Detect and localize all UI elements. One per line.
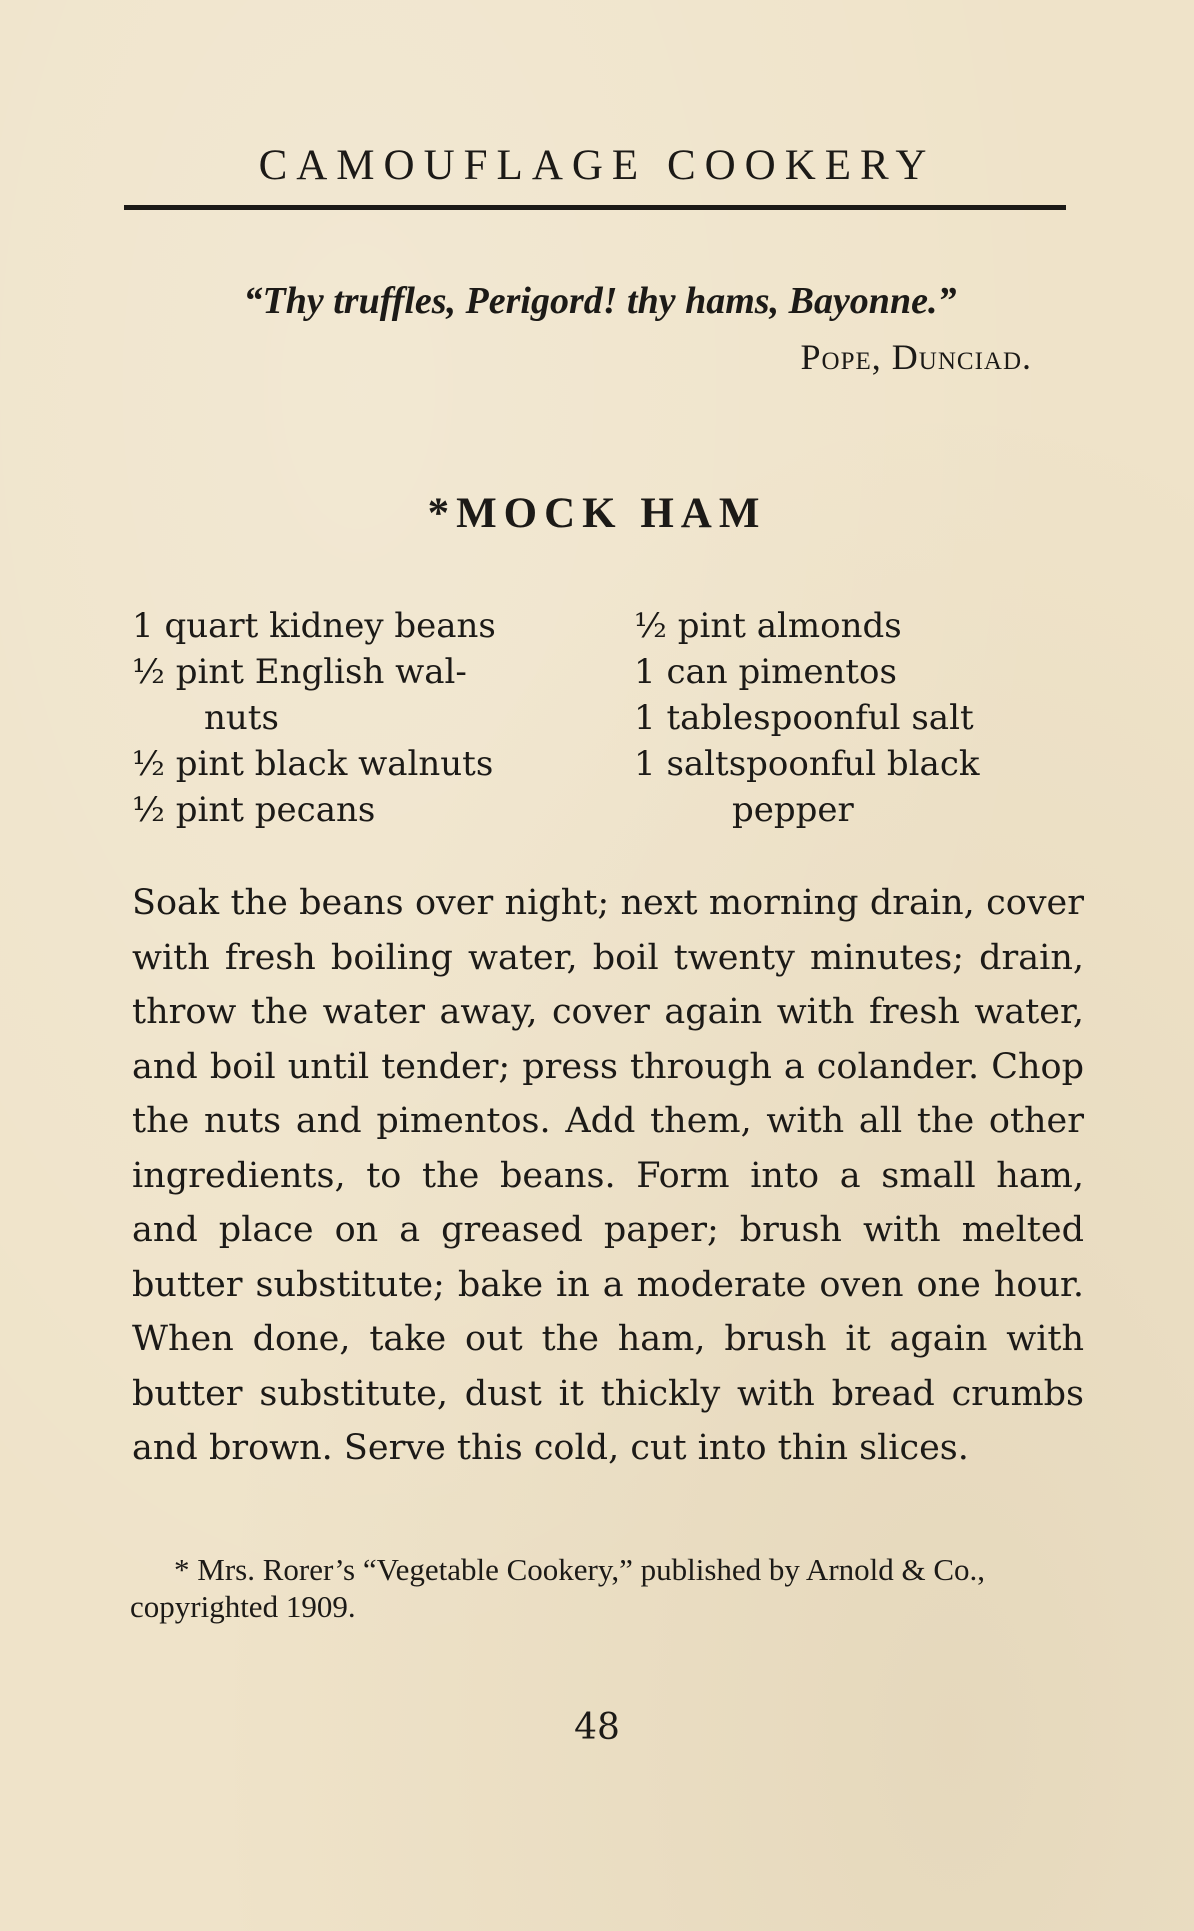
ingredient-item: ½ pint black walnuts — [132, 744, 494, 784]
header-rule — [124, 205, 1066, 210]
ingredient-item: 1 saltspoonful black pepper — [634, 741, 1064, 833]
footnote: * Mrs. Rorer’s “Vegetable Cookery,” published by Arnold & Co., copyrighted 1909. — [130, 1552, 986, 1624]
epigraph-attribution: Pope, Dunciad. — [800, 337, 1032, 377]
epigraph-quote: “Thy truffles, Perigord! thy hams, Bayonne.” — [243, 280, 957, 322]
ingredient-item: ½ pint pecans — [132, 790, 376, 830]
recipe-method: Soak the beans over night; next morning drain, cover with fresh boiling water, boil twenty minutes; drain, throw the water away, cover again with fresh water, and boil until tender; press through a colander. Chop the nuts and pimentos. Add them, with all the other ingredients, to the beans. Form into a small ham, and place on a greased paper; brush with melted butter substitute; bake in a moderate oven one hour. When done, take out the ham, brush it again with butter substitute, dust it thickly with bread crumbs and brown. Serve this cold, cut into thin slices. — [132, 883, 1084, 1468]
ingredient-item: ½ pint English wal- nuts — [132, 649, 572, 741]
ingredient-item: ½ pint almonds — [634, 606, 902, 646]
ingredients-left-column — [132, 603, 572, 833]
ingredient-continuation: pepper — [732, 790, 854, 830]
ingredient-item: 1 tablespoonful salt — [634, 698, 974, 738]
ingredient-item: 1 can pimentos — [634, 652, 897, 692]
page-number: 48 — [574, 1707, 620, 1748]
recipe-title: *MOCK HAM — [427, 490, 767, 537]
running-head: CAMOUFLAGE COOKERY — [258, 142, 936, 189]
ingredient-item: 1 quart kidney beans — [132, 606, 496, 646]
ingredients-right-column — [634, 603, 1064, 833]
ingredient-continuation: nuts — [204, 698, 279, 738]
